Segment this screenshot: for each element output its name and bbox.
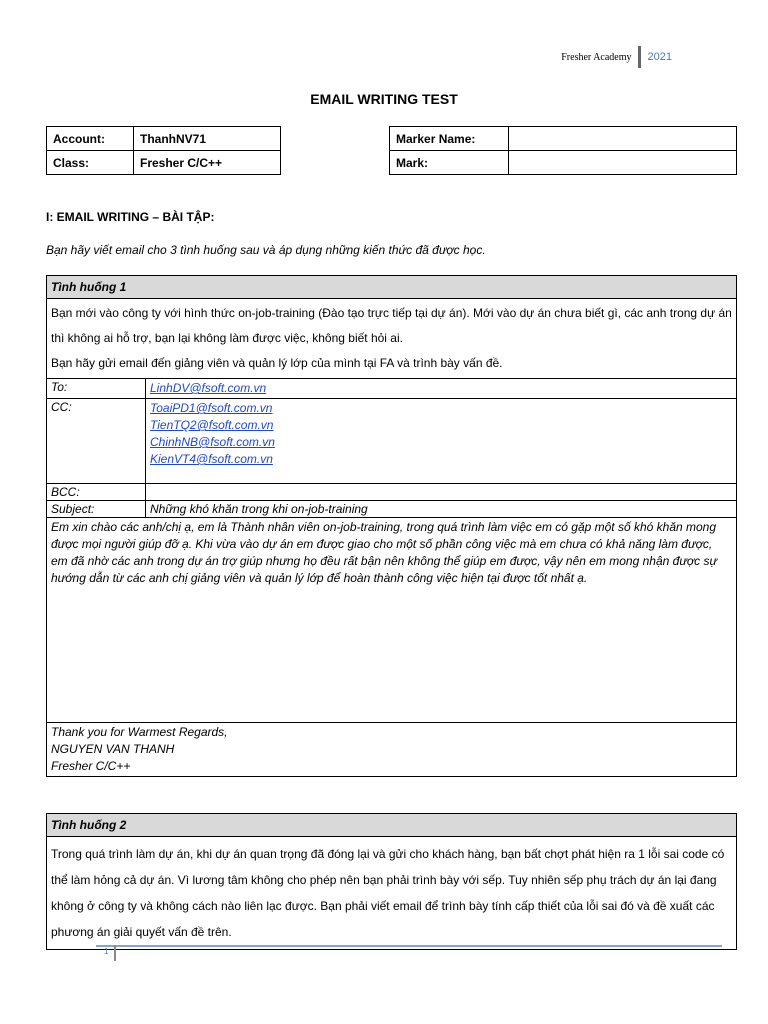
- mark-value[interactable]: [509, 151, 737, 175]
- header-org: Fresher Academy: [561, 51, 632, 63]
- subject-label: Subject:: [47, 501, 146, 518]
- case1-table: [46, 275, 737, 777]
- cc-label: CC:: [47, 399, 146, 484]
- to-email-link[interactable]: LinhDV@fsoft.com.vn: [150, 381, 267, 395]
- cc-email-link[interactable]: KienVT4@fsoft.com.vn: [150, 452, 273, 466]
- footer-divider: [96, 945, 722, 947]
- info-gap: [281, 127, 390, 151]
- case1-desc1: Bạn mới vào công ty với hình thức on-job-training (Đào tạo trực tiếp tại dự án). Mới vào dự án chưa biết gì, các anh trong dự án thì không ai hỗ trợ, bạn lại không làm được việc, không biết hỏi ai.: [51, 306, 732, 345]
- case2-title: Tình huống 2: [47, 814, 737, 837]
- header-year: 2021: [647, 51, 672, 63]
- case2-description: Trong quá trình làm dự án, khi dự án quan trọng đã đóng lại và gửi cho khách hàng, bạn bất chợt phát hiện ra 1 lỗi sai code có thể làm hỏng cả dự án. Vì lương tâm không cho phép nên bạn phải trình bày với sếp. Tuy nhiên sếp phụ trách dự án lại đang không ở công ty và không cách nào liên lạc được. Bạn phải viết email để trình bày tính cấp thiết của lỗi sai đó và đề xuất các phương án giải quyết vấn đề trên.: [47, 837, 737, 950]
- marker-label: Marker Name:: [390, 127, 509, 151]
- signature-name: NGUYEN VAN THANH: [51, 742, 175, 756]
- signature-class: Fresher C/C++: [51, 759, 131, 773]
- class-label: Class:: [47, 151, 134, 175]
- email-body[interactable]: Em xin chào các anh/chị ạ, em là Thành nhân viên on-job-training, trong quá trình làm việc em có gặp một số khó khăn mong được mọi người giúp đỡ ạ. Khi vừa vào dự án em được giao cho một số phần công việc mà em chưa có khả năng làm được, em đã nhờ các anh trong dự án trợ giúp nhưng họ đều rất bận nên không thể giúp em được, vậy nên em mong nhận được sự hướng dẫn từ các anh chị giảng viên và quản lý lớp để hoàn thành công việc hiện tại được tốt nhất ạ.: [47, 518, 737, 723]
- case1-description: [47, 299, 737, 379]
- subject-value[interactable]: Những khó khăn trong khi on-job-training: [146, 501, 737, 518]
- case1-title: Tình huống 1: [47, 276, 737, 299]
- account-label: Account:: [47, 127, 134, 151]
- cc-email-link[interactable]: ChinhNB@fsoft.com.vn: [150, 435, 275, 449]
- case2-table: [46, 813, 737, 950]
- info-table: [46, 126, 737, 175]
- info-gap: [281, 151, 390, 175]
- account-value: ThanhNV71: [134, 127, 281, 151]
- bcc-label: BCC:: [47, 484, 146, 501]
- page-number: 1: [104, 947, 109, 956]
- case1-desc2: Bạn hãy gửi email đến giảng viên và quản lý lớp của mình tại FA và trình bày vấn đề.: [51, 356, 503, 370]
- signature-line: Thank you for Warmest Regards,: [51, 725, 228, 739]
- to-label: To:: [47, 379, 146, 399]
- intro-text: Bạn hãy viết email cho 3 tình huống sau và áp dụng những kiến thức đã được học.: [46, 243, 486, 257]
- page-header: [561, 46, 672, 68]
- cc-list: [146, 399, 737, 484]
- page-number-bar: [114, 945, 116, 961]
- section-title: I: EMAIL WRITING – BÀI TẬP:: [46, 210, 215, 224]
- mark-label: Mark:: [390, 151, 509, 175]
- bcc-value[interactable]: [146, 484, 737, 501]
- marker-value[interactable]: [509, 127, 737, 151]
- email-signature: [47, 723, 737, 777]
- cc-email-link[interactable]: ToaiPD1@fsoft.com.vn: [150, 401, 273, 415]
- page-title: EMAIL WRITING TEST: [310, 91, 458, 107]
- cc-email-link[interactable]: TienTQ2@fsoft.com.vn: [150, 418, 274, 432]
- class-value: Fresher C/C++: [134, 151, 281, 175]
